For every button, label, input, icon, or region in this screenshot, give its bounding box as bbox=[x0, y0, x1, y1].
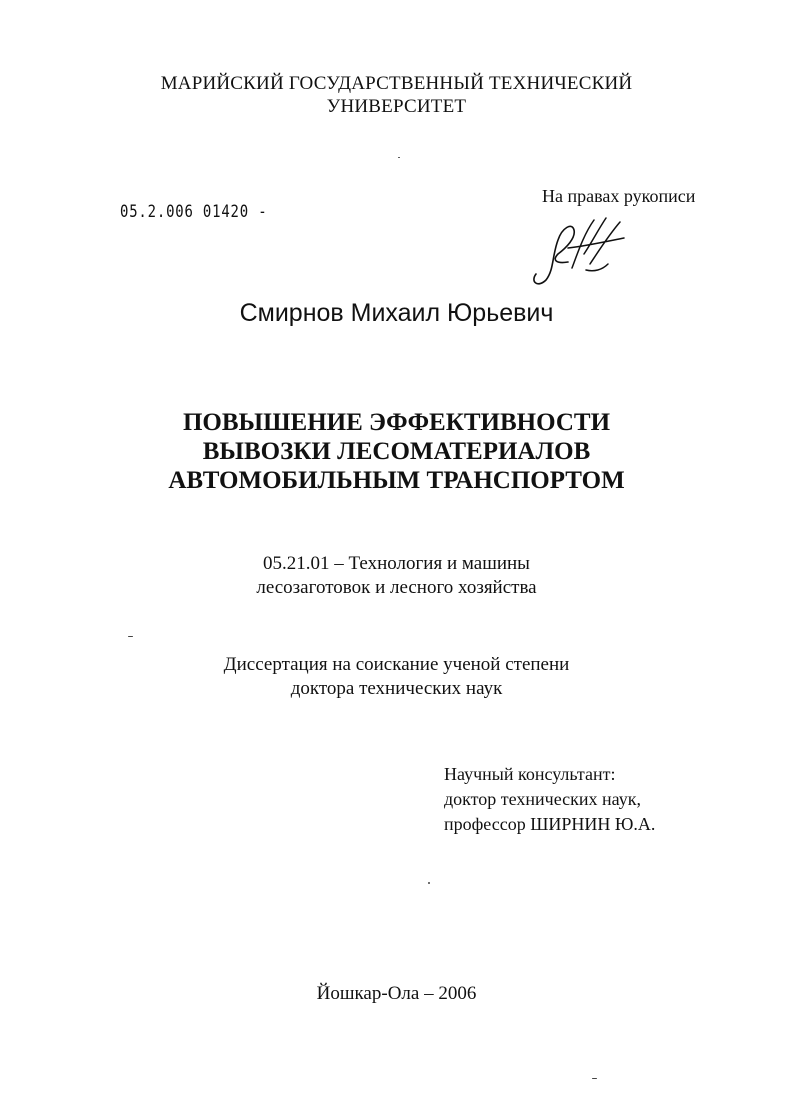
title-line-3: АВТОМОБИЛЬНЫМ ТРАНСПОРТОМ bbox=[168, 467, 625, 494]
title-line-2: ВЫВОЗКИ ЛЕСОМАТЕРИАЛОВ bbox=[202, 438, 591, 465]
author-name: Смирнов Михаил Юрьевич bbox=[239, 299, 554, 327]
place-and-year: Йошкар-Ола – 2006 bbox=[316, 983, 477, 1004]
manuscript-rights-label: На правах рукописи bbox=[542, 186, 696, 206]
scan-speck bbox=[128, 636, 133, 637]
university-name-line-1: МАРИЙСКИЙ ГОСУДАРСТВЕННЫЙ ТЕХНИЧЕСКИЙ bbox=[160, 73, 633, 94]
degree-line-2: доктора технических наук bbox=[290, 678, 503, 699]
title-line-1: ПОВЫШЕНИЕ ЭФФЕКТИВНОСТИ bbox=[182, 409, 611, 436]
dissertation-title bbox=[0, 408, 793, 495]
signature-stroke-1 bbox=[534, 226, 574, 283]
specialty-line-2: лесозаготовок и лесного хозяйства bbox=[256, 577, 537, 598]
scan-speck bbox=[428, 882, 430, 884]
scientific-consultant bbox=[444, 762, 655, 837]
university-header bbox=[0, 72, 793, 118]
consultant-line-3: профессор ШИРНИН Ю.А. bbox=[444, 814, 656, 834]
signature-stroke-2 bbox=[568, 218, 624, 271]
scan-speck bbox=[592, 1078, 597, 1079]
university-name-line-2: УНИВЕРСИТЕТ bbox=[326, 96, 467, 117]
author-signature bbox=[528, 212, 638, 290]
specialty-code bbox=[0, 552, 793, 600]
degree-statement bbox=[0, 653, 793, 701]
specialty-line-1: 05.21.01 – Технология и машины bbox=[263, 553, 530, 574]
registry-stamp: 05.2.006 01420 - bbox=[120, 202, 268, 222]
consultant-line-2: доктор технических наук, bbox=[444, 789, 641, 809]
scan-speck bbox=[398, 157, 400, 158]
consultant-line-1: Научный консультант: bbox=[444, 764, 616, 784]
degree-line-1: Диссертация на соискание ученой степени bbox=[223, 654, 570, 675]
